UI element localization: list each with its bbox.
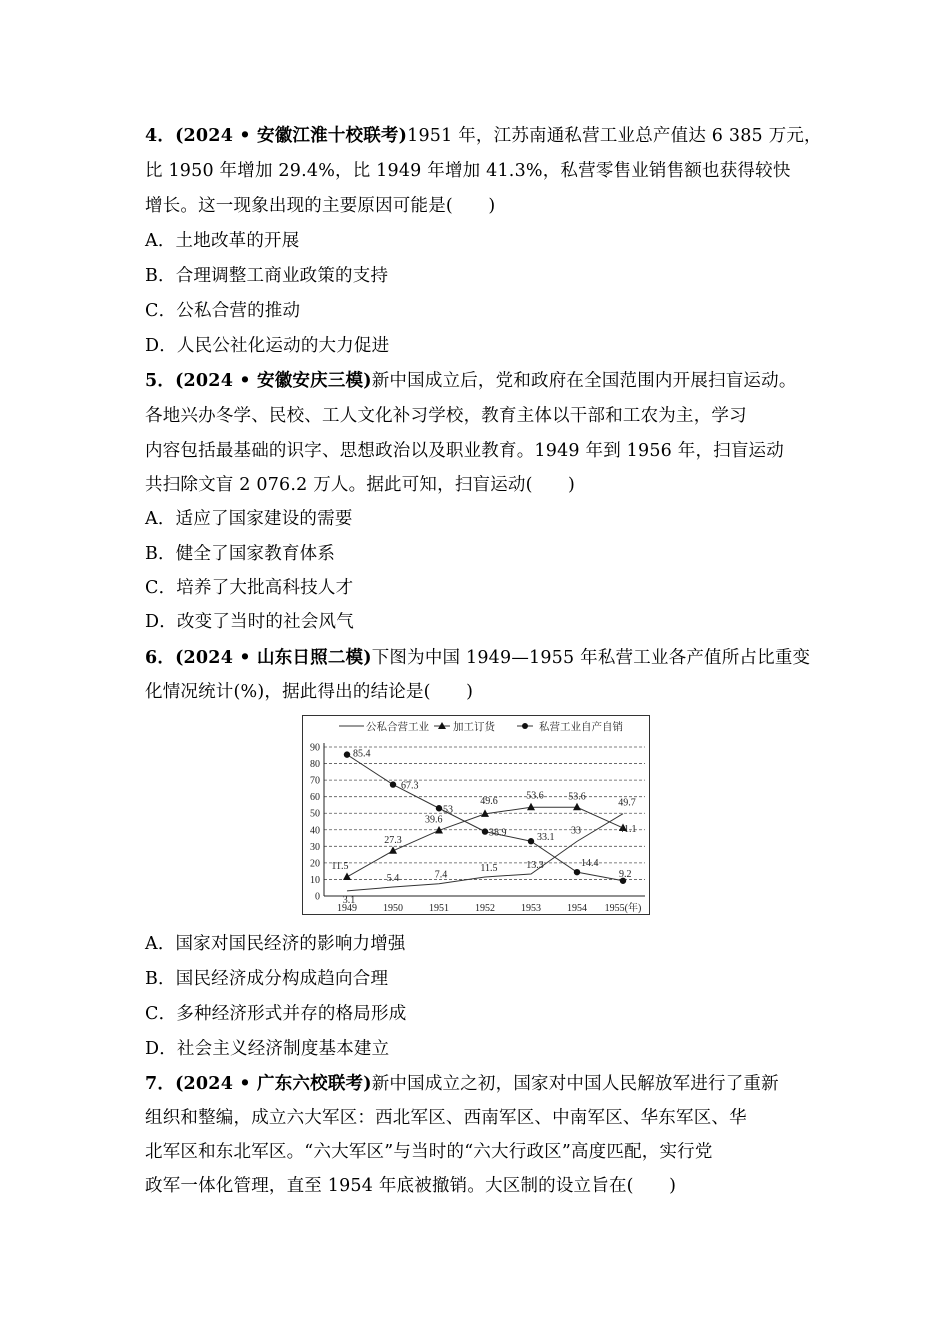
- q4-line-3: 增长。这一现象出现的主要原因可能是( ): [145, 196, 496, 216]
- data-label: 53.6: [526, 790, 544, 802]
- x-tick-label: 1949: [337, 903, 357, 914]
- q6-option-a: A．国家对国民经济的影响力增强: [145, 934, 406, 954]
- q7-number: 7．: [145, 1074, 176, 1094]
- q6-source: (2024 • 山东日照二模): [175, 648, 372, 668]
- q5-source: (2024 • 安徽安庆三模): [175, 371, 372, 391]
- chart-frame: [303, 716, 650, 915]
- data-label: 33.1: [537, 832, 555, 844]
- q4-number: 4．: [145, 126, 176, 146]
- legend-label: 公私合营工业: [366, 722, 429, 733]
- q5-line-4: 共扫除文盲 2 076.2 万人。据此可知，扫盲运动( ): [145, 475, 576, 495]
- q5-option-c: C．培养了大批高科技人才: [145, 578, 354, 598]
- circle-point: [436, 805, 442, 811]
- data-label: 67.3: [401, 780, 419, 792]
- y-tick-label: 50: [310, 808, 320, 820]
- data-label: 3.1: [342, 894, 356, 906]
- q5-line-3: 内容包括最基础的识字、思想政治以及职业教育。1949 年到 1956 年，扫盲运动: [145, 441, 784, 461]
- q4-option-d: D．人民公社化运动的大力促进: [145, 336, 390, 356]
- y-tick-label: 60: [310, 792, 320, 804]
- legend-label: 私营工业自产自销: [539, 722, 623, 733]
- y-tick-label: 70: [310, 775, 320, 787]
- legend-label: 加工订货: [453, 722, 495, 733]
- triangle-point: [343, 872, 351, 880]
- y-tick-label: 20: [310, 858, 320, 870]
- y-tick-label: 80: [310, 759, 320, 771]
- q7-line-1: [145, 1072, 779, 1096]
- q6-line-1: [145, 646, 810, 670]
- q5-option-b: B．健全了国家教育体系: [145, 544, 336, 564]
- legend-circle-marker: [522, 723, 528, 729]
- q7-text-1: 新中国成立之初，国家对中国人民解放军进行了重新: [371, 1074, 779, 1094]
- y-tick-label: 90: [310, 742, 320, 754]
- q5-text-1: 新中国成立后，党和政府在全国范围内开展扫盲运动。: [371, 371, 797, 391]
- data-label: 13.3: [526, 859, 544, 871]
- circle-point: [528, 838, 534, 844]
- q7-source: (2024 • 广东六校联考): [175, 1074, 372, 1094]
- q4-text-1: 1951 年，江苏南通私营工业总产值达 6 385 万元，: [407, 126, 822, 146]
- q6-text-1: 下图为中国 1949—1955 年私营工业各产值所占比重变: [371, 648, 811, 668]
- q6-option-c: C．多种经济形式并存的格局形成: [145, 1004, 407, 1024]
- q5-line-1: [145, 369, 797, 393]
- y-tick-label: 40: [310, 825, 320, 837]
- y-tick-label: 0: [315, 891, 320, 903]
- q6-line-2: 化情况统计(%)，据此得出的结论是( ): [145, 682, 474, 702]
- y-tick-label: 30: [310, 841, 320, 853]
- data-label: 49.7: [618, 797, 636, 809]
- x-tick-label: 1955(年): [604, 903, 642, 914]
- y-tick-label: 10: [310, 874, 320, 886]
- data-label: 38.9: [489, 827, 507, 839]
- data-label: 11.5: [331, 860, 349, 872]
- q5-line-2: 各地兴办冬学、民校、工人文化补习学校，教育主体以干部和工农为主，学习: [145, 406, 747, 426]
- data-label: 7.4: [434, 869, 448, 881]
- q6-option-b: B．国民经济成分构成趋向合理: [145, 969, 389, 989]
- x-tick-label: 1951: [429, 903, 449, 914]
- q4-line-2: 比 1950 年增加 29.4%，比 1949 年增加 41.3%，私营零售业销售额也获得较快: [145, 161, 791, 181]
- q7-line-3: 北军区和东北军区。“六大军区”与当时的“六大行政区”高度匹配，实行党: [145, 1142, 713, 1162]
- q6-option-d: D．社会主义经济制度基本建立: [145, 1039, 390, 1059]
- x-tick-label: 1954: [567, 903, 587, 914]
- triangle-point: [573, 803, 581, 811]
- q7-line-4: 政军一体化管理，直至 1954 年底被撤销。大区制的设立旨在( ): [145, 1176, 677, 1196]
- q6-number: 6．: [145, 648, 176, 668]
- data-label: 9.2: [619, 868, 632, 880]
- private-industry-chart: [302, 715, 650, 915]
- circle-point: [482, 828, 488, 834]
- circle-point: [344, 751, 350, 757]
- x-tick-label: 1953: [521, 903, 541, 914]
- data-label: 14.4: [581, 858, 599, 870]
- circle-point: [574, 869, 580, 875]
- data-label: 41.1: [619, 823, 637, 835]
- q5-number: 5．: [145, 371, 176, 391]
- x-tick-label: 1952: [475, 903, 495, 914]
- data-label: 85.4: [353, 748, 371, 760]
- x-tick-label: 1950: [383, 903, 403, 914]
- data-label: 39.6: [425, 814, 443, 826]
- data-label: 53: [443, 804, 453, 816]
- data-label: 5.4: [386, 873, 400, 885]
- data-label: 11.5: [480, 862, 498, 874]
- q4-option-c: C．公私合营的推动: [145, 301, 301, 321]
- triangle-point: [527, 803, 535, 811]
- q5-option-a: A．适应了国家建设的需要: [145, 509, 353, 529]
- data-label: 33: [571, 825, 581, 837]
- q4-line-1: [145, 124, 822, 148]
- data-label: 53.6: [568, 791, 586, 803]
- q4-option-b: B．合理调整工商业政策的支持: [145, 266, 389, 286]
- data-label: 27.3: [384, 834, 402, 846]
- q5-option-d: D．改变了当时的社会风气: [145, 612, 354, 632]
- q4-source: (2024 • 安徽江淮十校联考): [175, 126, 408, 146]
- data-label: 49.6: [480, 795, 498, 807]
- q4-option-a: A．土地改革的开展: [145, 231, 300, 251]
- q7-line-2: 组织和整编，成立六大军区：西北军区、西南军区、中南军区、华东军区、华: [145, 1108, 747, 1128]
- circle-point: [390, 781, 396, 787]
